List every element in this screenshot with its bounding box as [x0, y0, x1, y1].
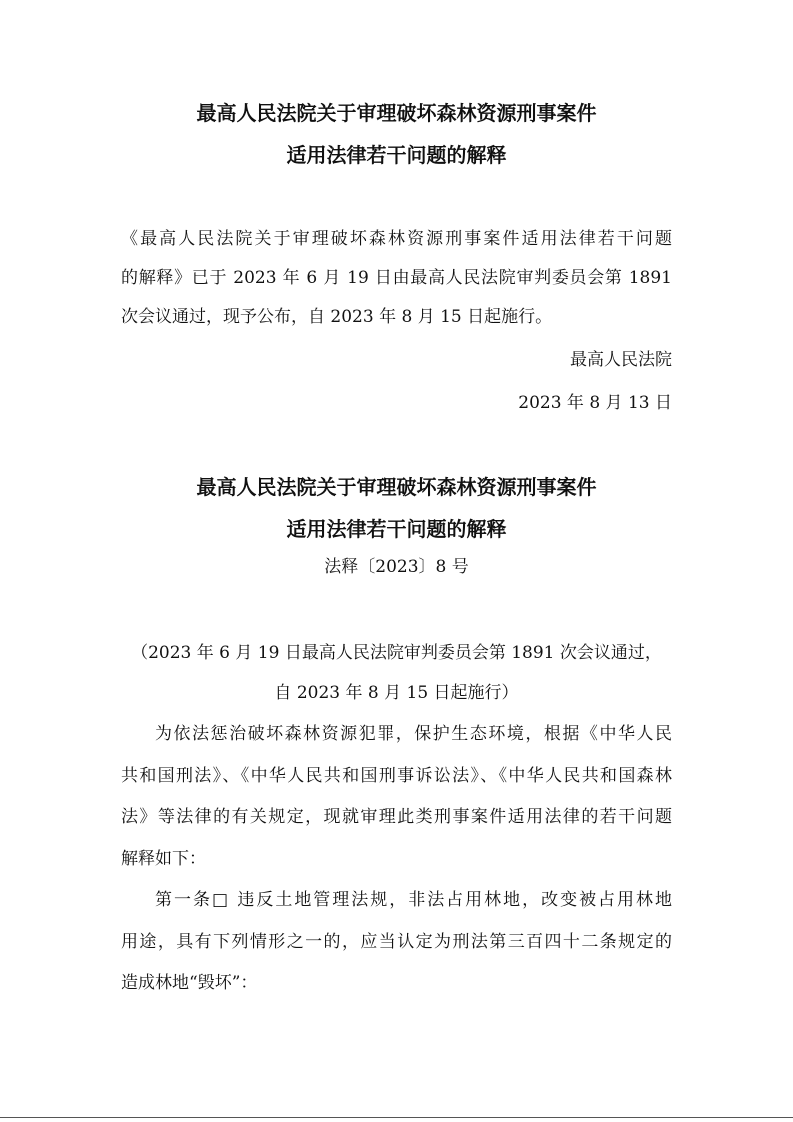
preamble-line-3: 法》等法律的有关规定，现就审理此类刑事案件适用法律的若干问题 — [121, 807, 672, 827]
preamble-line-2: 共和国刑法》、《中华人民共和国刑事诉讼法》、《中华人民共和国森林 — [121, 766, 672, 786]
decision-title-line-2: 适用法律若干问题的解释 — [286, 143, 507, 167]
page-bottom-rule — [0, 1117, 793, 1118]
decision-body-line-1: 《最高人民法院关于审理破坏森林资源刑事案件适用法律若干问题 — [121, 229, 672, 249]
article-1-line-1: 第一条□ 违反土地管理法规，非法占用林地，改变被占用林地 — [155, 890, 672, 910]
article-1-line-2: 用途，具有下列情形之一的，应当认定为刑法第三百四十二条规定的 — [121, 932, 672, 952]
article-1-line-3: 造成林地“毁坏”： — [121, 973, 258, 993]
interpretation-title-line-2: 适用法律若干问题的解释 — [286, 517, 507, 541]
adoption-note-line-1: （2023 年 6 月 19 日最高人民法院审判委员会第 1891 次会议通过， — [131, 643, 662, 663]
decision-signature: 最高人民法院 — [570, 350, 672, 370]
decision-date: 2023 年 8 月 13 日 — [518, 393, 672, 413]
adoption-note-line-2: 自 2023 年 8 月 15 日起施行） — [274, 683, 519, 703]
decision-body-line-3: 次会议通过，现予公布，自 2023 年 8 月 15 日起施行。 — [121, 307, 553, 327]
preamble-line-4: 解释如下： — [121, 849, 206, 869]
preamble-line-1: 为依法惩治破坏森林资源犯罪，保护生态环境，根据《中华人民 — [155, 724, 672, 744]
decision-body-line-2: 的解释》已于 2023 年 6 月 19 日由最高人民法院审判委员会第 1891 — [121, 268, 672, 288]
interpretation-title-line-1: 最高人民法院关于审理破坏森林资源刑事案件 — [196, 475, 597, 499]
decision-title-line-1: 最高人民法院关于审理破坏森林资源刑事案件 — [196, 101, 597, 125]
document-number: 法释〔2023〕8 号 — [324, 557, 469, 577]
